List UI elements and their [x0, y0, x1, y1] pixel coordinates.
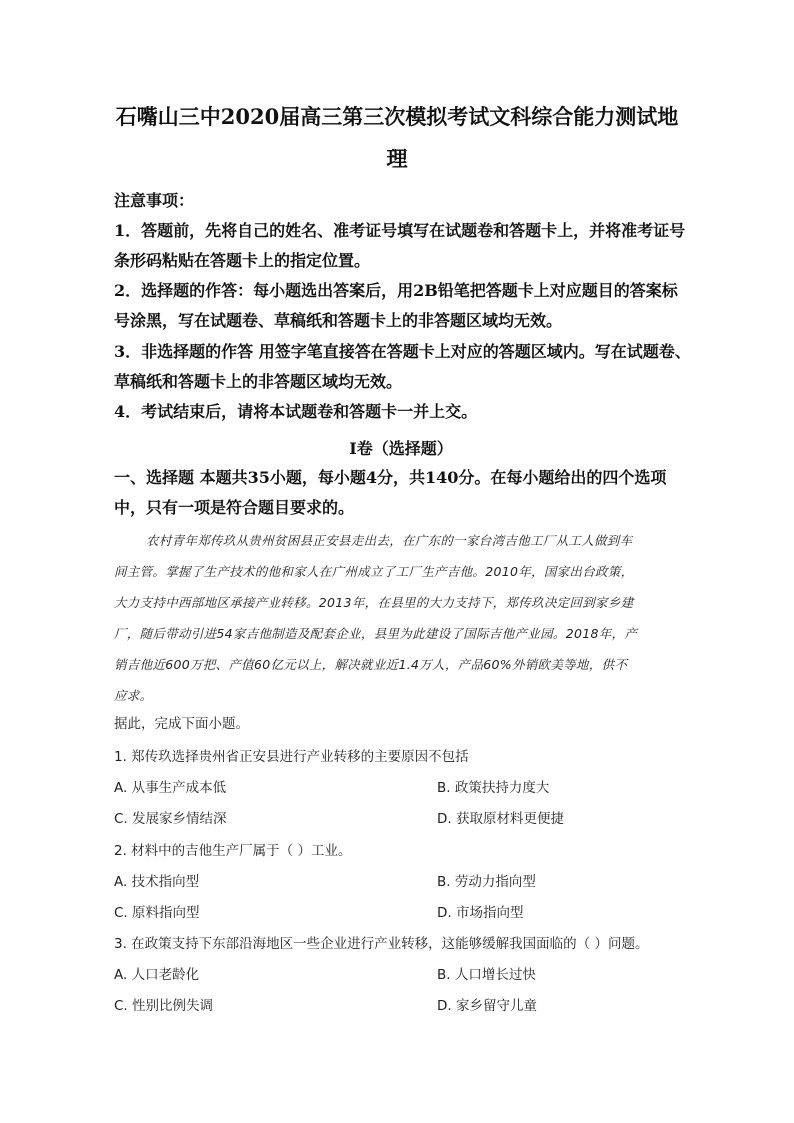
option-a: A. 从事生产成本低 — [114, 780, 227, 796]
notice-line: 2．选择题的作答：每小题选出答案后，用2B铅笔把答题卡上对应题目的答案标 — [114, 281, 678, 300]
option-b: B. 政策扶持力度大 — [437, 780, 550, 796]
option-c: C. 发展家乡情结深 — [114, 811, 227, 827]
question-stem: 2. 材料中的吉他生产厂属于（ ）工业。 — [114, 843, 352, 859]
notice-line: 草稿纸和答题卡上的非答题区域均无效。 — [114, 372, 403, 391]
material-prompt: 据此，完成下面小题。 — [114, 716, 249, 732]
title-line-1: 石嘴山三中2020届高三第三次模拟考试文科综合能力测试地 — [115, 104, 679, 129]
section-instruction: 中，只有一项是符合题目要求的。 — [114, 498, 355, 517]
notice-line: 号涂黑，写在试题卷、草稿纸和答题卡上的非答题区域均无效。 — [114, 311, 563, 330]
notice-heading: 注意事项： — [114, 191, 195, 210]
material-line: 应求。 — [114, 688, 153, 703]
title-line-2: 理 — [386, 146, 408, 171]
option-d: D. 获取原材料更便捷 — [437, 811, 564, 827]
option-c: C. 原料指向型 — [114, 905, 200, 921]
option-c: C. 性别比例失调 — [114, 998, 214, 1014]
notice-line: 条形码粘贴在答题卡上的指定位置。 — [114, 251, 371, 270]
material-line: 间主管。掌握了生产技术的他和家人在广州成立了工厂生产吉他。2010年，国家出台政策， — [114, 564, 634, 579]
page-title — [110, 96, 684, 180]
notice-line: 1．答题前，先将自己的姓名、准考证号填写在试题卷和答题卡上，并将准考证号 — [114, 221, 686, 240]
option-d: D. 家乡留守儿童 — [437, 998, 537, 1014]
material-line: 农村青年郑传玖从贵州贫困县正安县走出去，在广东的一家台湾吉他工厂从工人做到车 — [146, 533, 633, 548]
question-stem: 1. 郑传玖选择贵州省正安县进行产业转移的主要原因不包括 — [114, 749, 469, 765]
option-b: B. 人口增长过快 — [437, 967, 536, 983]
section-heading: Ⅰ卷（选择题） — [349, 439, 453, 458]
option-a: A. 技术指向型 — [114, 874, 200, 890]
material-line: 大力支持中西部地区承接产业转移。2013年，在县里的大力支持下，郑传玖决定回到家乡建 — [114, 595, 634, 610]
material-line: 销吉他近600万把、产值60亿元以上，解决就业近1.4万人，产品60%外销欧美等地，供不 — [114, 657, 628, 672]
option-a: A. 人口老龄化 — [114, 967, 200, 983]
option-d: D. 市场指向型 — [437, 905, 524, 921]
option-b: B. 劳动力指向型 — [437, 874, 536, 890]
section-instruction: 一、选择题 本题共35小题，每小题4分，共140分。在每小题给出的四个选项 — [114, 468, 667, 487]
notice-line: 4．考试结束后，请将本试题卷和答题卡一并上交。 — [114, 402, 478, 421]
material-line: 厂，随后带动引进54家吉他制造及配套企业，县里为此建设了国际吉他产业园。2018年，产 — [114, 626, 638, 641]
notice-line: 3．非选择题的作答 用签字笔直接答在答题卡上对应的答题区域内。写在试题卷、 — [114, 342, 691, 361]
question-stem: 3. 在政策支持下东部沿海地区一些企业进行产业转移，这能够缓解我国面临的（ ）问题。 — [114, 936, 649, 952]
